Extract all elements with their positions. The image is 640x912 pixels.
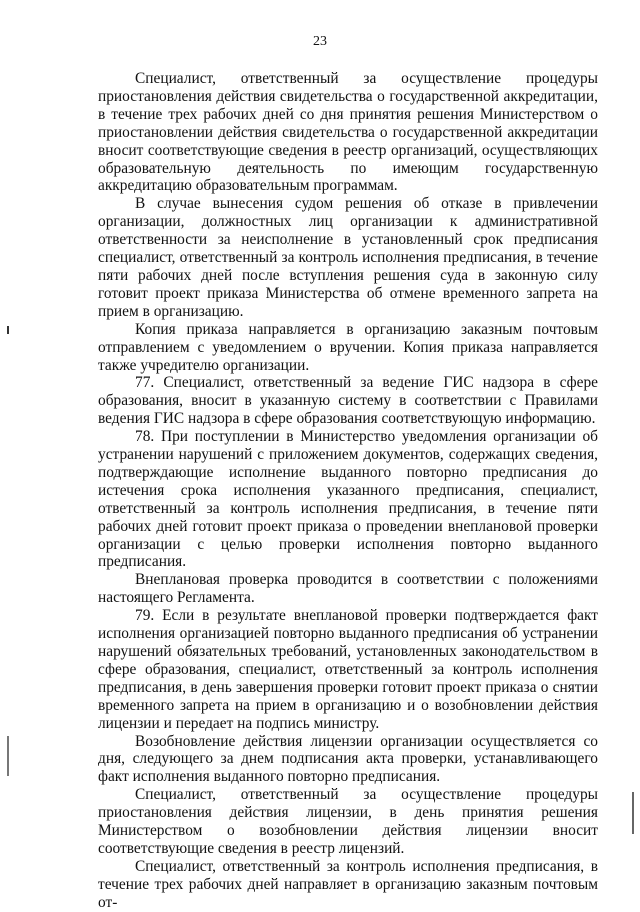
paragraph-item-79: 79. Если в результате внеплановой проверки подтверждается факт исполнения организацией повторно выданного предписания об устранении нарушений обязательных требований, установленных законодательством в сфере образования, специалист, ответственный за контроль исполнения предписания, в день завершения проверки готовит проект приказа о снятии временного запрета на прием в организацию и о возобновлении действия лицензии и передает на подпись министру. (98, 607, 598, 732)
paragraph-accreditation-suspension: Специалист, ответственный за осуществление процедуры приостановления действия свидетельства о государственной аккредитации, в течение трех рабочих дней со дня принятия решения Министерством о приостановлении действия свидетельства о государственной аккредитации вносит соответствующие сведения в реестр организаций, осуществляющих образовательную деятельность по имеющим государственную аккредитацию образовательным программам. (98, 70, 598, 195)
scan-margin-mark-left-upper (7, 326, 9, 334)
document-body (98, 70, 598, 912)
paragraph-order-copy: Копия приказа направляется в организацию заказным почтовым отправлением с уведомлением о вручении. Копия приказа направляется также учредителю организации. (98, 320, 598, 374)
scan-margin-mark-left-lower (7, 736, 9, 776)
scan-margin-mark-right (632, 792, 634, 834)
page-number: 23 (313, 34, 327, 49)
paragraph-license-registry: Специалист, ответственный за осуществление процедуры приостановления действия лицензии, в день принятия решения Министерством о возобновлении действия лицензии вносит соответствующие сведения в реестр лицензий. (98, 786, 598, 857)
paragraph-item-78: 78. При поступлении в Министерство уведомления организации об устранении нарушений с приложением документов, содержащих сведения, подтверждающие исполнение выданного повторно предписания до истечения срока исполнения указанного предписания, специалист, ответственный за контроль исполнения предписания, в течение пяти рабочих дней готовит проект приказа о проведении внеплановой проверки организации с целью проверки исполнения повторно выданного предписания. (98, 428, 598, 571)
paragraph-order-direction: Специалист, ответственный за контроль исполнения предписания, в течение трех рабочих дней направляет в организацию заказным почтовым от- (98, 857, 598, 911)
paragraph-court-decision: В случае вынесения судом решения об отказе в привлечении организации, должностных лиц организации к административной ответственности за неисполнение в установленный срок предписания специалист, ответственный за контроль исполнения предписания, в течение пяти рабочих дней после вступления решения суда в законную силу готовит проект приказа Министерства об отмене временного запрета на прием в организацию. (98, 195, 598, 320)
paragraph-item-77: 77. Специалист, ответственный за ведение ГИС надзора в сфере образования, вносит в указанную систему в соответствии с Правилами ведения ГИС надзора в сфере образования соответствующую информацию. (98, 374, 598, 428)
paragraph-unscheduled-inspection: Внеплановая проверка проводится в соответствии с положениями настоящего Регламента. (98, 571, 598, 607)
paragraph-license-resumption: Возобновление действия лицензии организации осуществляется со дня, следующего за днем подписания акта проверки, устанавливающего факт исполнения выданного повторно предписания. (98, 732, 598, 786)
